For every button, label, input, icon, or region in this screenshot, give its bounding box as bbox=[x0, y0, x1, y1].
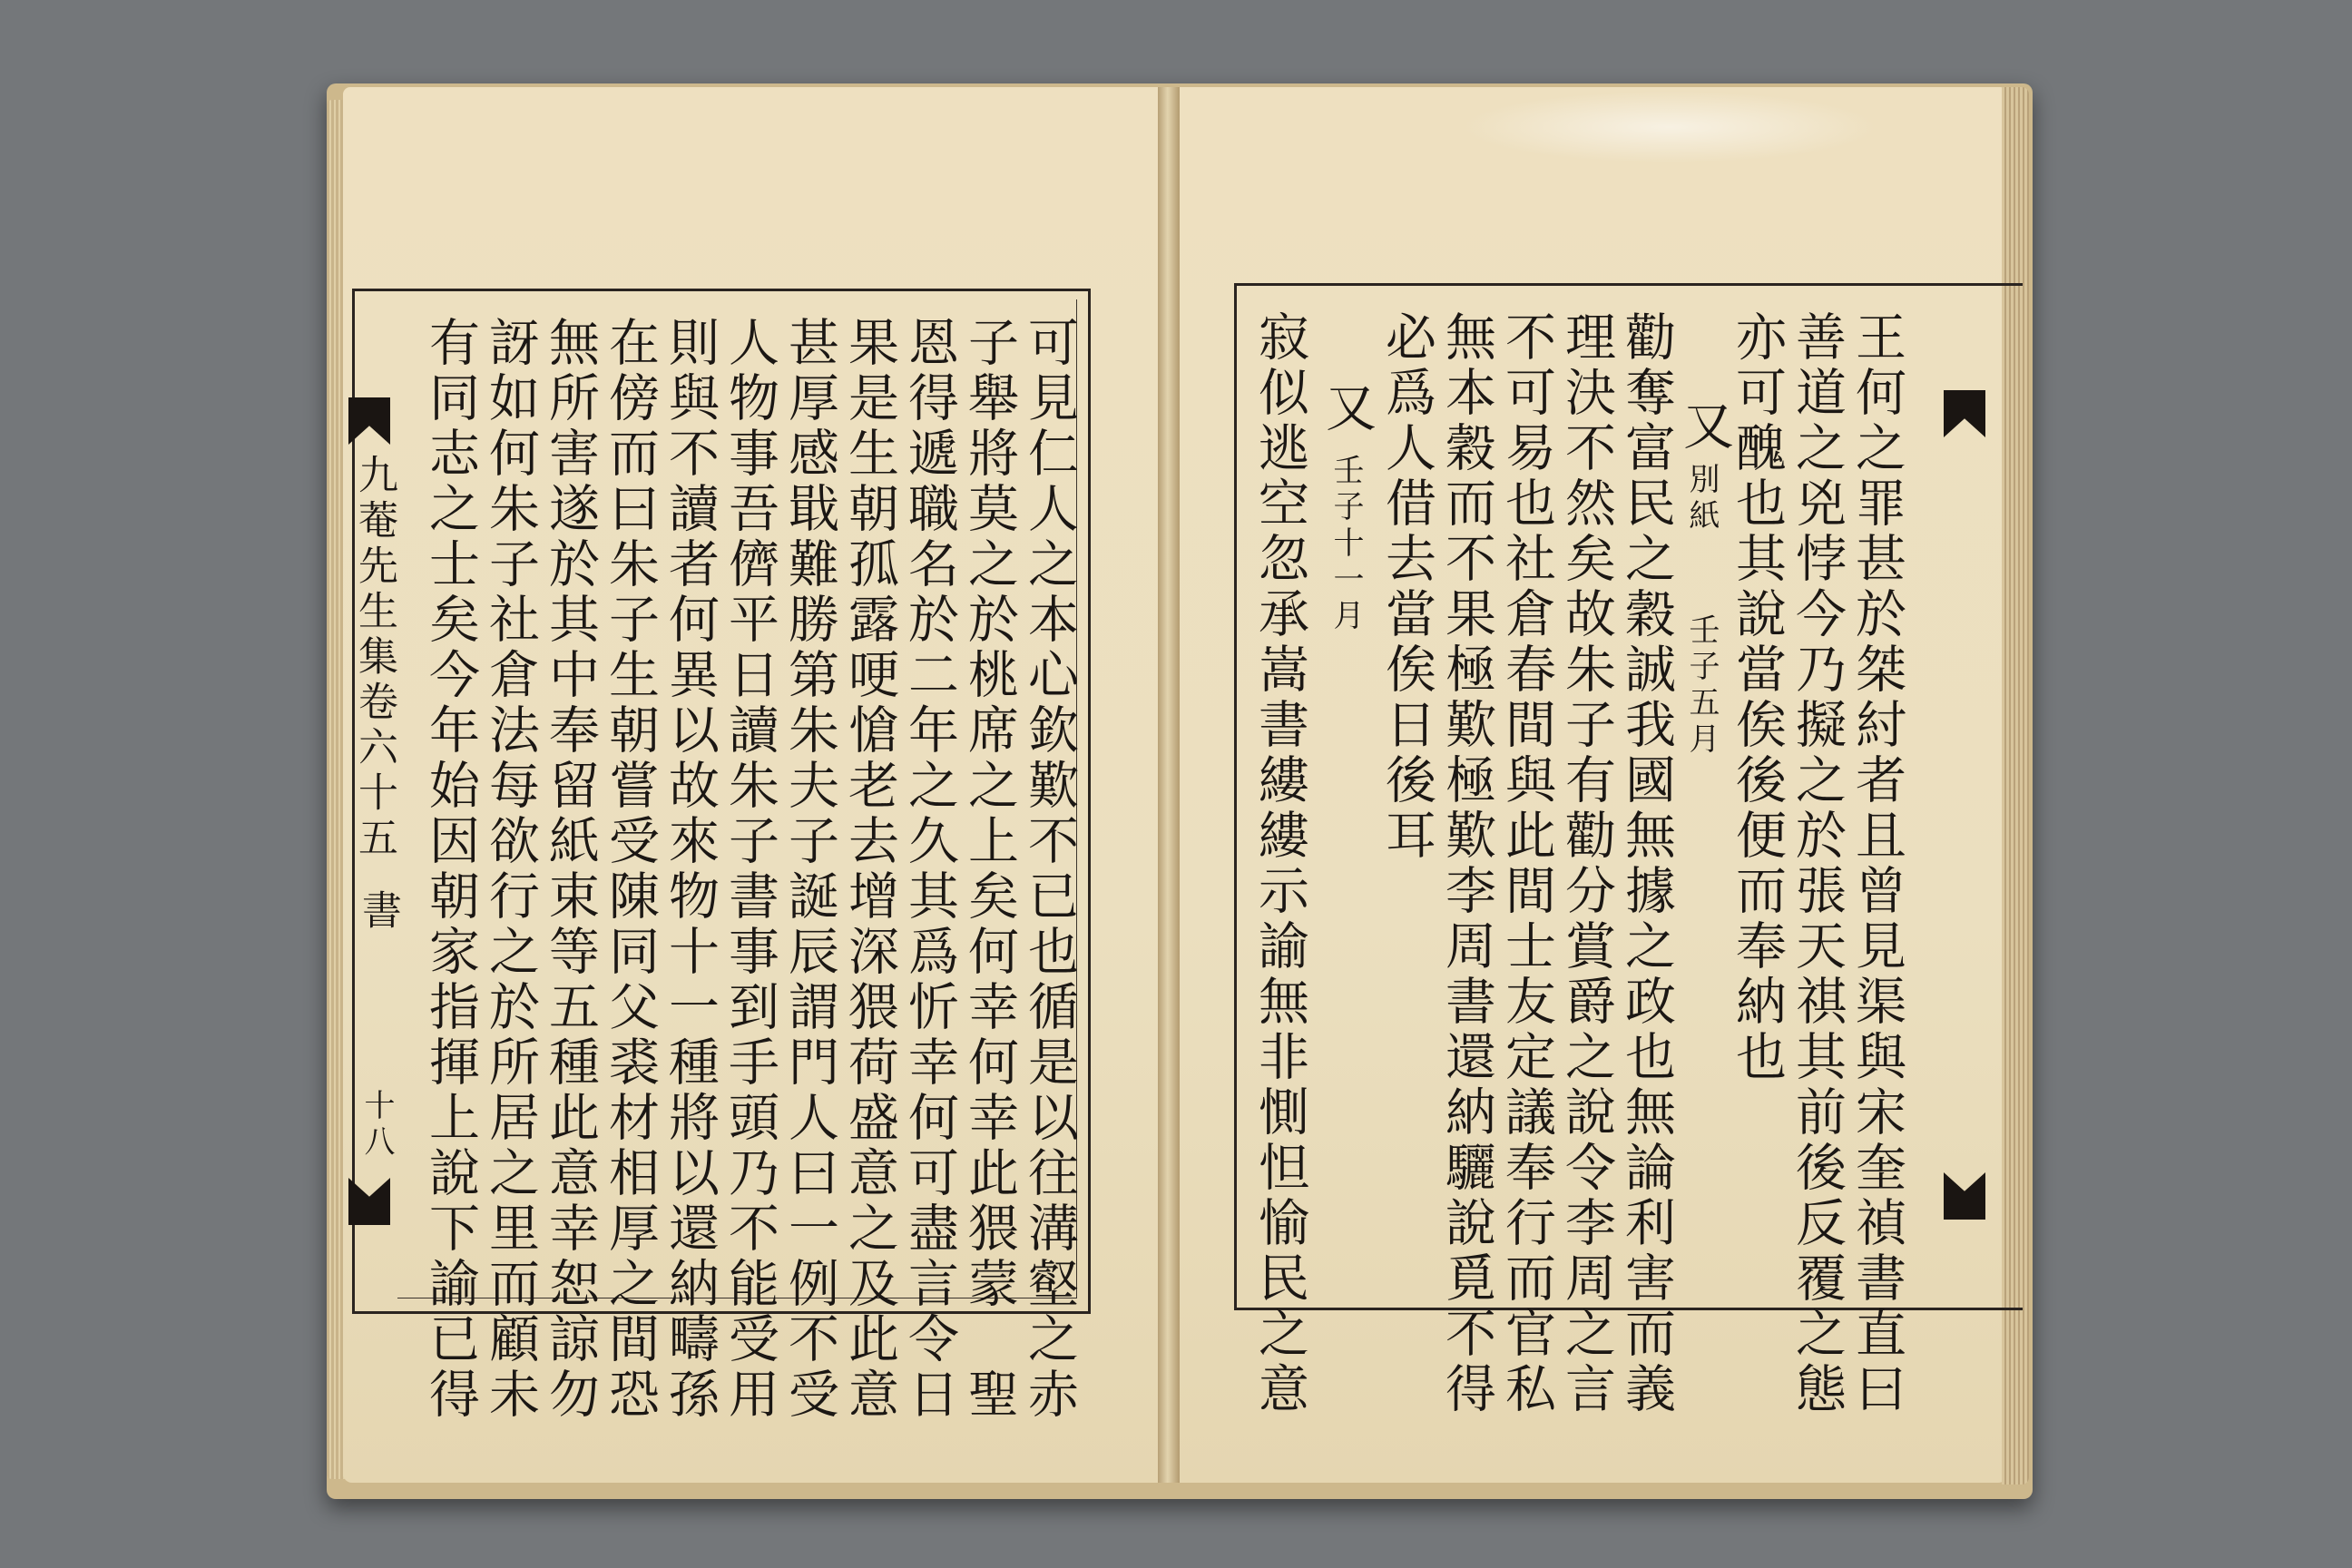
note-date-1: 壬子五月 bbox=[1683, 613, 1720, 759]
right-column-8: 無本穀而不果極歎極歎李周書還納驪說覓不得 bbox=[1437, 310, 1496, 1417]
note-date-2: 壬子十一月 bbox=[1328, 454, 1364, 635]
left-column-2: 子舉將莫之於桃席之上矣何幸何幸此猥蒙 聖 bbox=[960, 316, 1019, 1423]
heading-again-1: 又 bbox=[1675, 399, 1734, 455]
left-column-9: 無所害遂於其中奉留紙束等五種此意幸恕諒勿 bbox=[541, 316, 600, 1423]
left-column-3: 恩得遞職名於二年之久其爲忻幸何可盡言令日 bbox=[900, 316, 959, 1423]
note-separate-paper: 別紙 bbox=[1683, 463, 1720, 535]
left-column-10: 訝如何朱子社倉法每欲行之於所居之里而顧未 bbox=[481, 316, 540, 1423]
left-column-8: 在傍而曰朱子生朝嘗受陳同父裘材相厚之間恐 bbox=[601, 316, 660, 1423]
left-column-6: 人物事吾儕平日讀朱子書事到手頭乃不能受用 bbox=[720, 316, 779, 1423]
right-column-1: 王何之罪甚於桀紂者且曾見渠與宋奎禎書直曰 bbox=[1847, 310, 1906, 1417]
right-column-3: 亦可醜也其說當俟後便而奉納也 bbox=[1728, 310, 1787, 1085]
left-column-11: 有同志之士矣今年始因朝家指揮上說下諭已得 bbox=[421, 316, 480, 1423]
right-column-9: 必爲人借去當俟日後耳 bbox=[1377, 310, 1436, 864]
right-column-7: 不可易也社倉春間與此間士友定議奉行而官私 bbox=[1497, 310, 1556, 1417]
left-column-5: 甚厚感戢難勝第朱夫子誕辰謂門人曰一例不受 bbox=[780, 316, 839, 1423]
left-column-7: 則與不讀者何異以故來物十一種將以還納疇孫 bbox=[661, 316, 720, 1423]
heading-again-2: 又 bbox=[1318, 381, 1377, 436]
right-column-2: 善道之兇悖今乃擬之於張天祺其前後反覆之態 bbox=[1788, 310, 1847, 1417]
left-column-4: 果是生朝孤露哽愴老去增深猥荷盛意之及此意 bbox=[840, 316, 899, 1423]
margin-page-number: 十八 bbox=[358, 1089, 395, 1161]
page-stain bbox=[1461, 91, 1878, 163]
right-column-6: 理決不然矣故朱子有勸分賞爵之說令李周之言 bbox=[1557, 310, 1616, 1417]
margin-section: 書 bbox=[355, 889, 401, 935]
left-column-1: 可見仁人之本心欽歎不已也循是以往溝壑之赤 bbox=[1020, 316, 1079, 1423]
book-gutter bbox=[1158, 87, 1180, 1483]
right-column-5: 勸奪富民之穀誠我國無據之政也無論利害而義 bbox=[1617, 310, 1676, 1417]
margin-title: 九菴先生集卷六十五 bbox=[351, 454, 397, 862]
right-column-11: 寂似逃空忽承嵩書縷縷示諭無非惻怛愉民之意 bbox=[1250, 310, 1309, 1417]
